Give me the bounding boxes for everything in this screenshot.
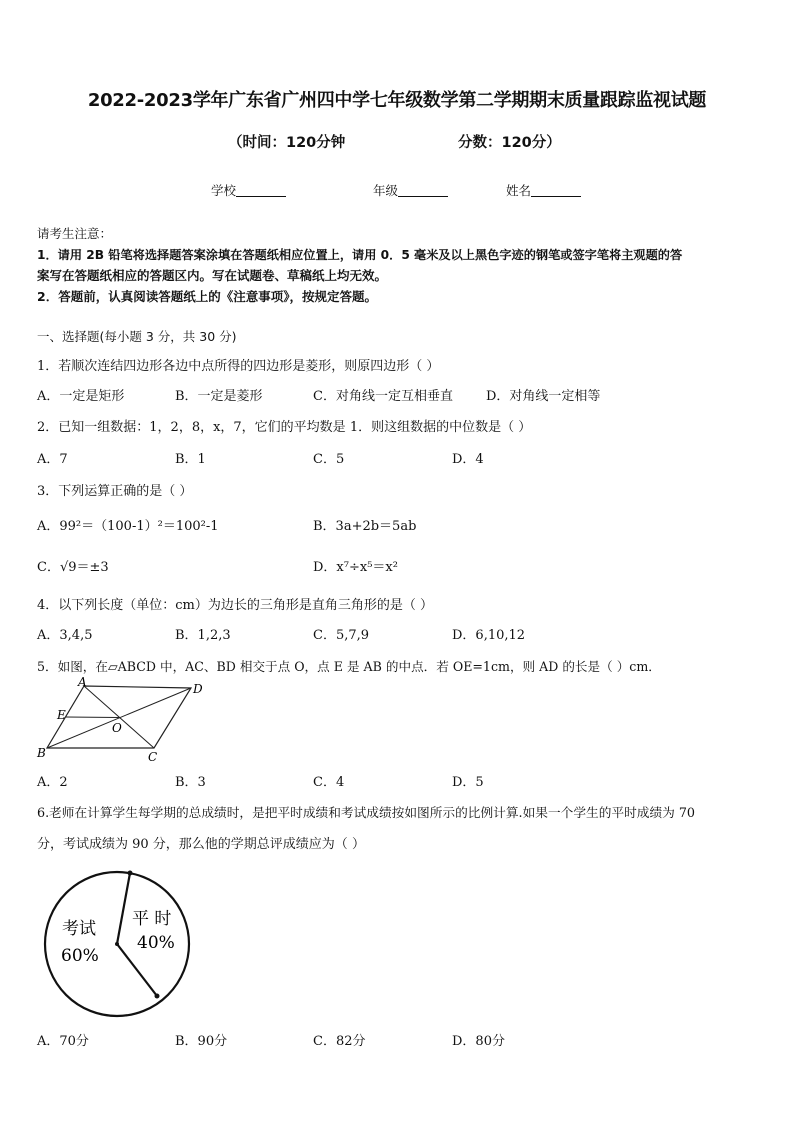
pie-center <box>115 942 119 946</box>
question-6-stem-line-1: 6.老师在计算学生每学期的总成绩时，是把平时成绩和考试成绩按如图所示的比例计算.如果一个学生的平时成绩为 70 <box>37 805 695 820</box>
label-c: C <box>148 750 158 764</box>
notice-heading: 请考生注意： <box>37 226 113 241</box>
q3-option-d[interactable]: D．x⁷÷x⁵＝x² <box>313 560 398 575</box>
pie-chart-figure <box>36 862 196 1022</box>
school-field[interactable] <box>211 181 286 199</box>
label-e: E <box>57 708 66 722</box>
q1-option-a[interactable]: A．一定是矩形 <box>37 389 125 404</box>
label-d: D <box>193 682 203 696</box>
q5-option-d[interactable]: D．5 <box>452 775 484 790</box>
pie-daily-percent: 40% <box>137 933 175 953</box>
q5-option-a[interactable]: A．2 <box>37 775 68 790</box>
notice-line-3: 2．答题前，认真阅读答题纸上的《注意事项》，按规定答题。 <box>37 289 377 304</box>
notice-line-1: 1．请用 2B 铅笔将选择题答案涂填在答题纸相应位置上，请用 0．5 毫米及以上黑色字迹的钢笔或签字笔将主观题的答 <box>37 248 683 262</box>
question-4-stem: 4．以下列长度（单位：cm）为边长的三角形是直角三角形的是（ ） <box>37 598 434 613</box>
parallelogram-figure <box>34 676 209 766</box>
q1-option-d[interactable]: D．对角线一定相等 <box>486 389 601 404</box>
q2-option-c[interactable]: C．5 <box>313 452 345 467</box>
school-blank[interactable] <box>236 184 286 197</box>
grade-blank[interactable] <box>398 184 448 197</box>
q2-option-a[interactable]: A．7 <box>37 452 68 467</box>
label-b: B <box>37 746 46 760</box>
segment-oe <box>66 717 120 718</box>
q4-option-a[interactable]: A．3,4,5 <box>37 628 93 643</box>
notice-line-2: 案写在答题纸相应的答题区内。写在试题卷、草稿纸上均无效。 <box>37 268 388 283</box>
exam-time: （时间：120分钟 <box>228 135 346 151</box>
name-label: 姓名 <box>506 183 532 198</box>
name-field[interactable] <box>506 181 581 199</box>
pie-point-top <box>128 871 133 876</box>
school-label: 学校 <box>211 183 237 198</box>
q3-option-a[interactable]: A．99²＝（100-1）²＝100²-1 <box>37 519 219 534</box>
question-5-stem: 5．如图，在▱ABCD 中，AC、BD 相交于点 O，点 E 是 AB 的中点．若 OE=1cm，则 AD 的长是（ ）cm． <box>37 659 661 674</box>
q5-option-c[interactable]: C．4 <box>313 775 345 790</box>
q6-option-a[interactable]: A．70分 <box>37 1034 89 1049</box>
q1-option-b[interactable]: B．一定是菱形 <box>175 389 263 404</box>
q6-option-b[interactable]: B．90分 <box>175 1034 228 1049</box>
section-heading: 一、选择题(每小题 3 分，共 30 分) <box>37 329 237 344</box>
question-6-stem-line-2: 分，考试成绩为 90 分，那么他的学期总评成绩应为（ ） <box>37 837 365 852</box>
q4-option-b[interactable]: B．1,2,3 <box>175 628 231 643</box>
diagonal-bd <box>47 688 191 748</box>
label-o: O <box>112 721 122 735</box>
question-2-stem: 2．已知一组数据：1，2，8，x，7，它们的平均数是 1．则这组数据的中位数是（ ） <box>37 420 532 435</box>
exam-score: 分数：120分） <box>458 135 561 151</box>
q4-option-d[interactable]: D．6,10,12 <box>452 628 526 643</box>
q3-option-b[interactable]: B．3a+2b＝5ab <box>313 519 417 534</box>
pie-exam-percent: 60% <box>61 946 99 966</box>
q6-option-c[interactable]: C．82分 <box>313 1034 366 1049</box>
question-3-stem: 3．下列运算正确的是（ ） <box>37 484 193 499</box>
label-a: A <box>78 676 87 689</box>
q2-option-b[interactable]: B．1 <box>175 452 206 467</box>
q5-option-b[interactable]: B．3 <box>175 775 206 790</box>
pie-exam-label: 考试 <box>62 919 96 939</box>
grade-label: 年级 <box>373 183 399 198</box>
name-blank[interactable] <box>531 184 581 197</box>
pie-daily-label: 平 时 <box>132 909 172 929</box>
q4-option-c[interactable]: C．5,7,9 <box>313 628 370 643</box>
pie-divider-top <box>117 873 130 944</box>
q2-option-d[interactable]: D．4 <box>452 452 484 467</box>
page-title: 2022-2023学年广东省广州四中学七年级数学第二学期期末质量跟踪监视试题 <box>87 90 707 111</box>
q1-option-c[interactable]: C．对角线一定互相垂直 <box>313 389 453 404</box>
grade-field[interactable] <box>373 181 448 199</box>
question-1-stem: 1．若顺次连结四边形各边中点所得的四边形是菱形，则原四边形（ ） <box>37 359 440 374</box>
pie-point-bottom <box>155 994 160 999</box>
q3-option-c[interactable]: C．√9＝±3 <box>37 560 109 575</box>
q6-option-d[interactable]: D．80分 <box>452 1034 505 1049</box>
